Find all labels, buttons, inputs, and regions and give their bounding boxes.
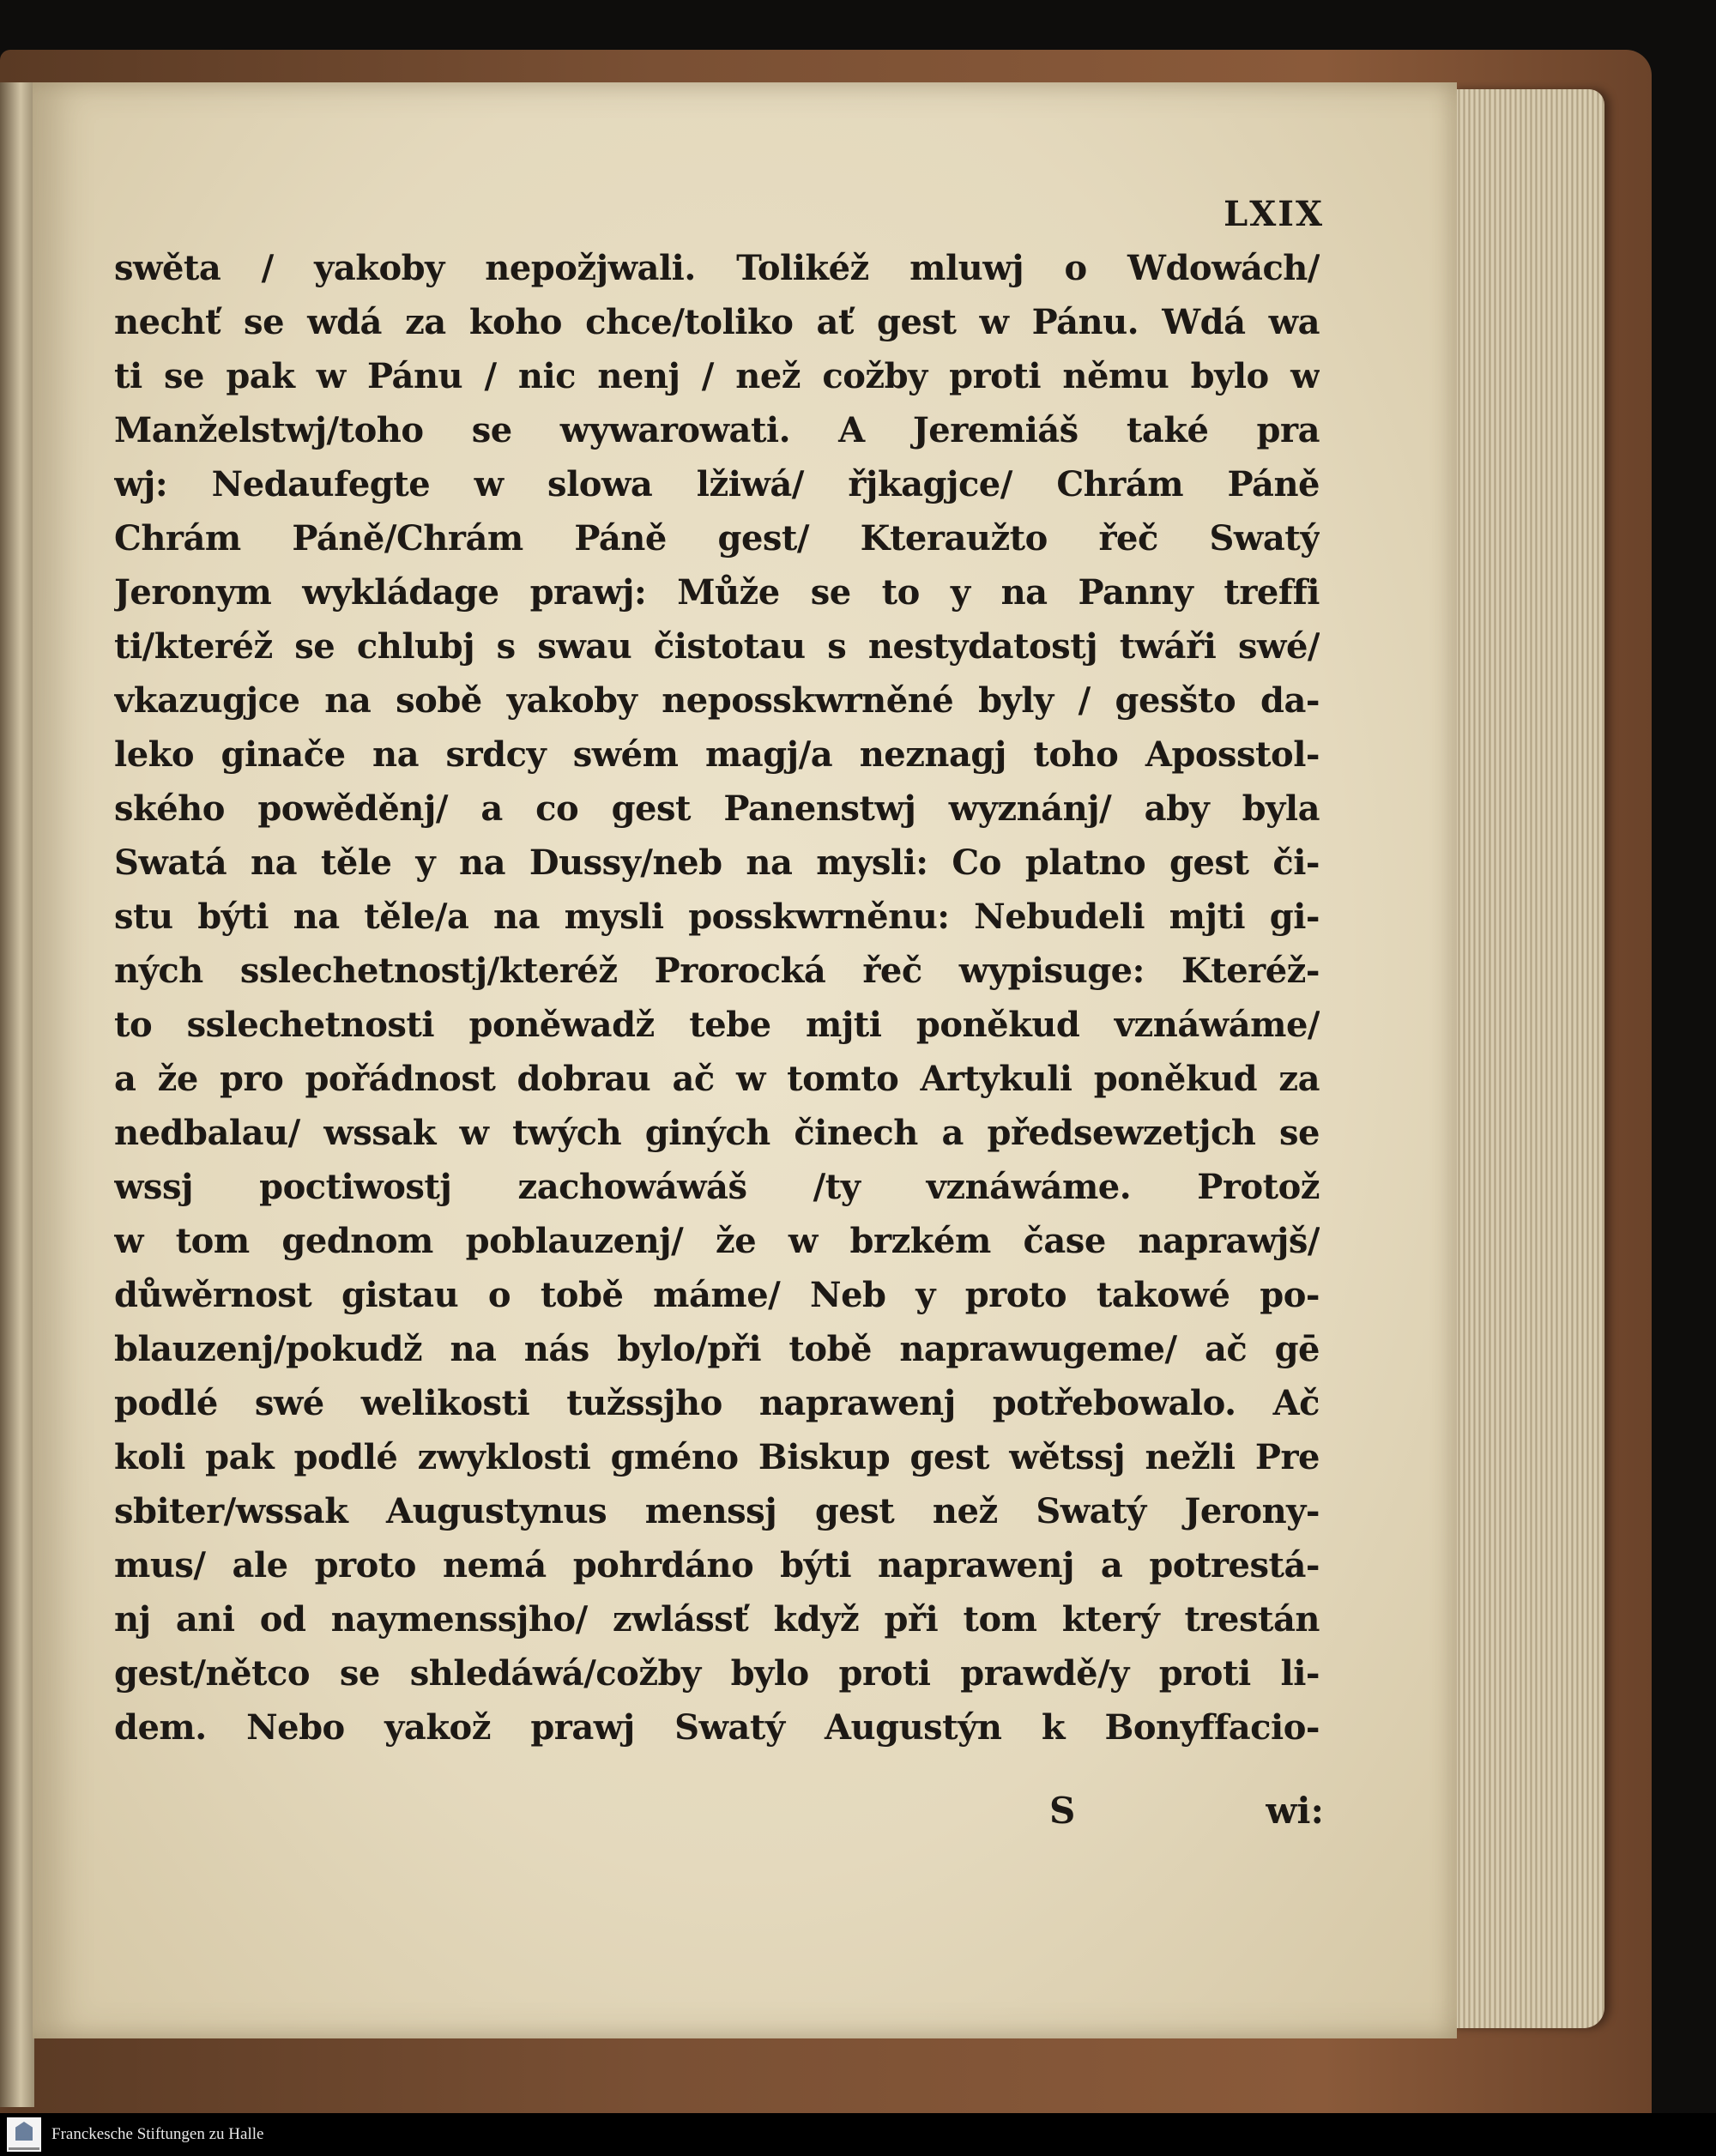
- text-line: Manželstwj/toho se wywarowati. A Jeremiáš také pra: [114, 410, 1320, 450]
- text-line: ti se pak w Pánu / nic nenj / než cožby proti němu bylo w: [114, 356, 1320, 396]
- text-line: sbiter/wssak Augustynus menssj gest než Swatý Jerony-: [114, 1491, 1320, 1531]
- text-line: ti/kteréž se chlubj s swau čistotau s nestydatostj twáři swé/: [114, 626, 1320, 667]
- text-line: Chrám Páně/Chrám Páně gest/ Kteraužto řeč Swatý: [114, 518, 1320, 559]
- text-line: nechť se wdá za koho chce/toliko ať gest w Pánu. Wdá wa: [114, 302, 1320, 342]
- text-line: Jeronym wykládage prawj: Může se to y na Panny treffi: [114, 572, 1320, 613]
- text-line: blauzenj/pokudž na nás bylo/při tobě naprawugeme/ ač gē: [114, 1329, 1320, 1369]
- text-line: dem. Nebo yakož prawj Swatý Augustýn k Bonyffacio-: [114, 1707, 1320, 1748]
- text-line: ského powěděnj/ a co gest Panenstwj wyznánj/ aby byla: [114, 788, 1320, 829]
- footer-bar: [0, 2113, 1716, 2156]
- text-line: koli pak podlé zwyklosti gméno Biskup gest wětssj nežli Pre: [114, 1437, 1320, 1477]
- text-line: swěta / yakoby nepožjwali. Tolikéž mluwj o Wdowách/: [114, 248, 1320, 288]
- text-line: stu býti na těle/a na mysli posskwrněnu: Nebudeli mjti gi-: [114, 897, 1320, 937]
- text-line: gest/nětco se shledáwá/cožby bylo proti prawdě/y proti li-: [114, 1653, 1320, 1694]
- book-page: [33, 82, 1457, 2038]
- text-line: vkazugjce na sobě yakoby neposskwrněné byly / gesšto da-: [114, 680, 1320, 721]
- text-line: wssj poctiwostj zachowáwáš /ty vznáwáme. Protož: [114, 1167, 1320, 1207]
- text-line: Swatá na těle y na Dussy/neb na mysli: Co platno gest či-: [114, 842, 1320, 883]
- text-line: leko ginače na srdcy swém magj/a neznagj toho Aposstol-: [114, 734, 1320, 775]
- text-line: důwěrnost gistau o tobě máme/ Neb y proto takowé po-: [114, 1275, 1320, 1315]
- text-line: to sslechetnosti poněwadž tebe mjti poněkud vznáwáme/: [114, 1005, 1320, 1045]
- footer-institution-name: Franckesche Stiftungen zu Halle: [51, 2125, 264, 2143]
- institution-logo-icon: [7, 2117, 41, 2152]
- text-line: ných sslechetnostj/kteréž Prorocká řeč wypisuge: Kteréž-: [114, 951, 1320, 991]
- text-line: nedbalau/ wssak w twých giných činech a předsewzetjch se: [114, 1113, 1320, 1153]
- text-block: [114, 241, 1320, 1754]
- page-footer-line: [114, 1790, 1324, 1850]
- folio-number: LXIX: [1224, 194, 1324, 234]
- text-line: mus/ ale proto nemá pohrdáno býti naprawenj a potrestá-: [114, 1545, 1320, 1585]
- catchword: wi:: [1266, 1790, 1324, 1832]
- page-edges: [1450, 89, 1604, 2028]
- facing-page-edge: [0, 82, 34, 2107]
- signature-mark: S: [1049, 1790, 1076, 1832]
- text-line: w tom gednom poblauzenj/ že w brzkém čase naprawjš/: [114, 1221, 1320, 1261]
- text-line: nj ani od naymenssjho/ zwlássť když při tom který trestán: [114, 1599, 1320, 1640]
- text-line: wj: Nedaufegte w slowa lžiwá/ řjkagjce/ Chrám Páně: [114, 464, 1320, 504]
- text-line: a že pro pořádnost dobrau ač w tomto Artykuli poněkud za: [114, 1059, 1320, 1099]
- text-line: podlé swé welikosti tužssjho naprawenj potřebowalo. Ač: [114, 1383, 1320, 1423]
